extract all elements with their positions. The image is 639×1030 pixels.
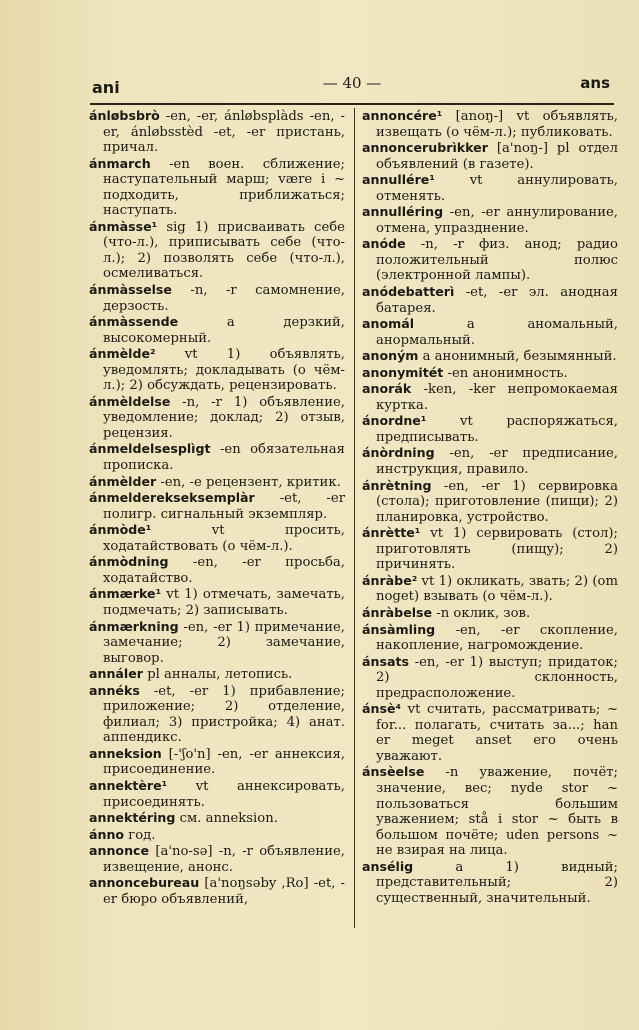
dictionary-entry — [89, 554, 345, 586]
dictionary-entry — [362, 365, 618, 382]
entry-definition: -n оклик, зов. — [432, 605, 531, 621]
entry-headword: ánmèlder — [89, 473, 157, 489]
entry-headword: ansélig — [362, 858, 414, 874]
entry-headword: annoncerubrìkker — [362, 140, 488, 156]
entry-definition: [anoŋ-] vt объявлять, извещать (о чём-л.); публиковать. — [376, 109, 618, 140]
entry-definition: -en, -er просьба, ходатайство. — [103, 555, 345, 586]
dictionary-entry — [89, 810, 345, 827]
dictionary-entry — [89, 156, 345, 219]
entry-definition: [a'noŋsəby ,Ro] -et, -er бюро объявлений, — [103, 876, 345, 907]
dictionary-entry — [89, 474, 345, 491]
dictionary-entry — [89, 282, 345, 314]
entry-definition: -en, -er 1) выступ; придаток; 2) склонность, предрасположение. — [376, 654, 618, 701]
entry-headword: anorák — [362, 381, 412, 397]
entry-headword: annéks — [89, 682, 140, 698]
entry-definition: vt 1) окликать, звать; 2) (om noget) взывать (о чём-л.). — [376, 573, 618, 605]
dictionary-entry — [362, 605, 618, 622]
dictionary-entry — [89, 683, 345, 746]
entry-definition: vt просить, ходатайствовать (о чём-л.). — [103, 523, 345, 554]
entry-definition: a аномальный, анормальный. — [376, 317, 618, 348]
entry-headword: annektéring — [89, 810, 176, 826]
entry-definition: vt аннулировать, отменять. — [376, 173, 618, 204]
entry-definition: vt распоряжаться, предписывать. — [376, 414, 618, 445]
entry-headword: ánmelderekseksemplàr — [89, 490, 255, 506]
entry-headword: anoným — [362, 348, 419, 364]
dictionary-entry — [89, 441, 345, 473]
dictionary-entry — [362, 316, 618, 348]
entry-headword: annoncebureau — [89, 875, 200, 891]
entry-definition: -en воен. сближение; наступательный марш; være i ~ подходить, приближаться; наступать. — [103, 156, 345, 219]
left-column — [89, 108, 345, 907]
entry-definition: a 1) видный; представительный; 2) существенный, значительный. — [376, 859, 618, 906]
entry-definition: -et, -er эл. анодная батарея. — [376, 285, 618, 316]
entry-definition: -en, -er предписание, инструкция, правило. — [376, 446, 618, 478]
dictionary-entry — [362, 622, 618, 654]
entry-headword: ánmòde¹ — [89, 522, 152, 538]
entry-headword: anneksion — [89, 745, 162, 761]
entry-headword: anonymitét — [362, 364, 444, 380]
entry-headword: ánmærkning — [89, 618, 179, 634]
entry-headword: annoncére¹ — [362, 108, 443, 123]
entry-definition: pl анналы, летопись. — [143, 667, 293, 683]
dictionary-entry — [89, 666, 345, 683]
dictionary-entry — [362, 654, 618, 702]
dictionary-entry — [89, 746, 345, 778]
entry-headword: annulléring — [362, 204, 444, 220]
dictionary-entry — [362, 236, 618, 284]
dictionary-entry — [89, 394, 345, 442]
entry-headword: ánsèelse — [362, 764, 425, 780]
dictionary-entry — [89, 108, 345, 156]
entry-headword: ánòrdning — [362, 445, 435, 461]
dictionary-entry — [89, 346, 345, 394]
dictionary-entry — [89, 619, 345, 667]
dictionary-entry — [89, 490, 345, 522]
entry-definition: -en, -er, ánløbsplàds -en, -er, ánløbsstèd -et, -er пристань, причал. — [103, 109, 345, 156]
entry-headword: ánmòdning — [89, 554, 169, 570]
dictionary-entry — [362, 108, 618, 140]
dictionary-entry — [89, 827, 345, 844]
entry-definition: vt 1) объявлять, уведомлять; докладывать (о чём-л.); 2) обсуждать, рецензировать. — [103, 347, 345, 394]
entry-headword: ánmàsselse — [89, 282, 172, 298]
entry-definition: -n, -r физ. анод; радио положительный полюс (электронной лампы). — [376, 237, 618, 284]
entry-definition: vt аннексировать, присоединять. — [103, 778, 345, 810]
entry-definition: [a'no-sə] -n, -r объявление, извещение, анонс. — [103, 844, 345, 875]
dictionary-entry — [89, 586, 345, 618]
dictionary-entry — [362, 525, 618, 573]
entry-definition: [a'noŋ-] pl отдел объявлений (в газете). — [376, 141, 618, 172]
dictionary-entry — [362, 859, 618, 907]
column-divider — [354, 108, 355, 928]
entry-definition: -en анонимность. — [443, 365, 568, 381]
entry-definition: -n, -r 1) объявление, уведомление; доклад; 2) отзыв, рецензия. — [103, 394, 345, 441]
entry-definition: -en, -e рецензент, критик. — [156, 474, 341, 490]
dictionary-entry — [362, 701, 618, 764]
dictionary-entry — [362, 445, 618, 477]
dictionary-entry — [362, 381, 618, 413]
dictionary-entry — [362, 573, 618, 605]
entry-headword: ánràbelse — [362, 604, 433, 620]
dictionary-entry — [89, 522, 345, 554]
entry-headword: ánsàmling — [362, 621, 436, 637]
dictionary-entry — [362, 172, 618, 204]
dictionary-entry — [89, 875, 345, 907]
dictionary-entry — [362, 348, 618, 365]
entry-headword: ánràbe² — [362, 572, 418, 588]
entry-definition: vt считать, рассматривать; ~ for... полагать, считать за...; han er meget anset его очень уважают. — [376, 702, 618, 764]
page-number: — 40 — — [322, 74, 382, 92]
entry-headword: ánsats — [362, 653, 409, 669]
entry-headword: anódebatterì — [362, 284, 455, 300]
page-header — [92, 74, 610, 102]
entry-headword: ánrètte¹ — [362, 525, 421, 541]
dictionary-entry — [362, 204, 618, 236]
dictionary-entry — [362, 413, 618, 445]
header-left-word: ani — [92, 78, 120, 97]
entry-definition: -en, -er 1) примечание, замечание; 2) замечание, выговор. — [103, 619, 345, 666]
dictionary-entry — [362, 764, 618, 858]
entry-headword: annáler — [89, 666, 143, 682]
entry-headword: annullére¹ — [362, 172, 435, 188]
entry-headword: ánmàssende — [89, 314, 179, 330]
entry-headword: annektère¹ — [89, 777, 168, 793]
dictionary-entry — [362, 284, 618, 316]
dictionary-entry — [362, 140, 618, 172]
entry-headword: ánmeldelsesplìgt — [89, 441, 211, 457]
dictionary-entry — [362, 478, 618, 526]
entry-headword: ánmærke¹ — [89, 586, 162, 602]
entry-definition: [-'ʃo'n] -en, -er аннексия, присоединение. — [103, 746, 345, 778]
entry-definition: -et, -er 1) прибавление; приложение; 2) отделение, филиал; 3) пристройка; 4) анат. аппендикс. — [103, 683, 345, 746]
entry-definition: vt 1) отмечать, замечать, подмечать; 2) записывать. — [103, 587, 345, 618]
entry-definition: -n уважение, почёт; значение, вес; nyde stor ~ пользоваться большим уважением; stå i stor ~ быть в большом почёте; uden persons ~ не взирая на лица. — [376, 765, 618, 859]
entry-headword: ánmèldelse — [89, 393, 171, 409]
entry-definition: -n, -r самомнение, дерзость. — [103, 283, 345, 314]
entry-headword: ánno — [89, 826, 125, 842]
entry-definition: sig 1) присваивать себе (что-л.), приписывать себе (что-л.); 2) позволять себе (что-л.), осмеливаться. — [103, 219, 345, 282]
entry-headword: ánordne¹ — [362, 413, 427, 429]
entry-headword: ánrètning — [362, 477, 432, 493]
dictionary-entry — [89, 778, 345, 810]
entry-definition: a анонимный, безымянный. — [418, 349, 617, 365]
entry-definition: -en, -er аннулирование, отмена, упразднение. — [376, 205, 618, 236]
entry-headword: anomál — [362, 316, 415, 332]
dictionary-entry — [89, 219, 345, 282]
entry-headword: ánsè⁴ — [362, 701, 402, 717]
entry-headword: ánmèlde² — [89, 346, 156, 362]
entry-definition: -en обязательная прописка. — [103, 442, 345, 474]
entry-definition: см. anneksion. — [175, 811, 278, 827]
entry-definition: -ken, -ker непромокаемая куртка. — [376, 382, 618, 413]
header-rule — [90, 103, 614, 105]
entry-headword: anóde — [362, 236, 406, 252]
entry-definition: год. — [124, 827, 156, 843]
entry-definition: -et, -er полигр. сигнальный экземпляр. — [103, 491, 345, 522]
entry-headword: ánmàsse¹ — [89, 218, 158, 234]
entry-headword: ánmarch — [89, 155, 151, 171]
right-column — [362, 108, 618, 906]
entry-headword: ánløbsbrò — [89, 108, 160, 123]
header-right-word: ans — [580, 74, 610, 92]
entry-definition: -en, -er 1) сервировка (стола); приготовление (пищи); 2) планировка, устройство. — [376, 478, 618, 525]
dictionary-entry — [89, 314, 345, 346]
entry-definition: vt 1) сервировать (стол); приготовлять (пищу); 2) причинять. — [376, 526, 618, 573]
entry-definition: -en, -er скопление, накопление, нагромождение. — [376, 622, 618, 654]
entry-headword: annonce — [89, 843, 150, 859]
dictionary-entry — [89, 843, 345, 875]
entry-definition: a дерзкий, высокомерный. — [103, 315, 345, 346]
